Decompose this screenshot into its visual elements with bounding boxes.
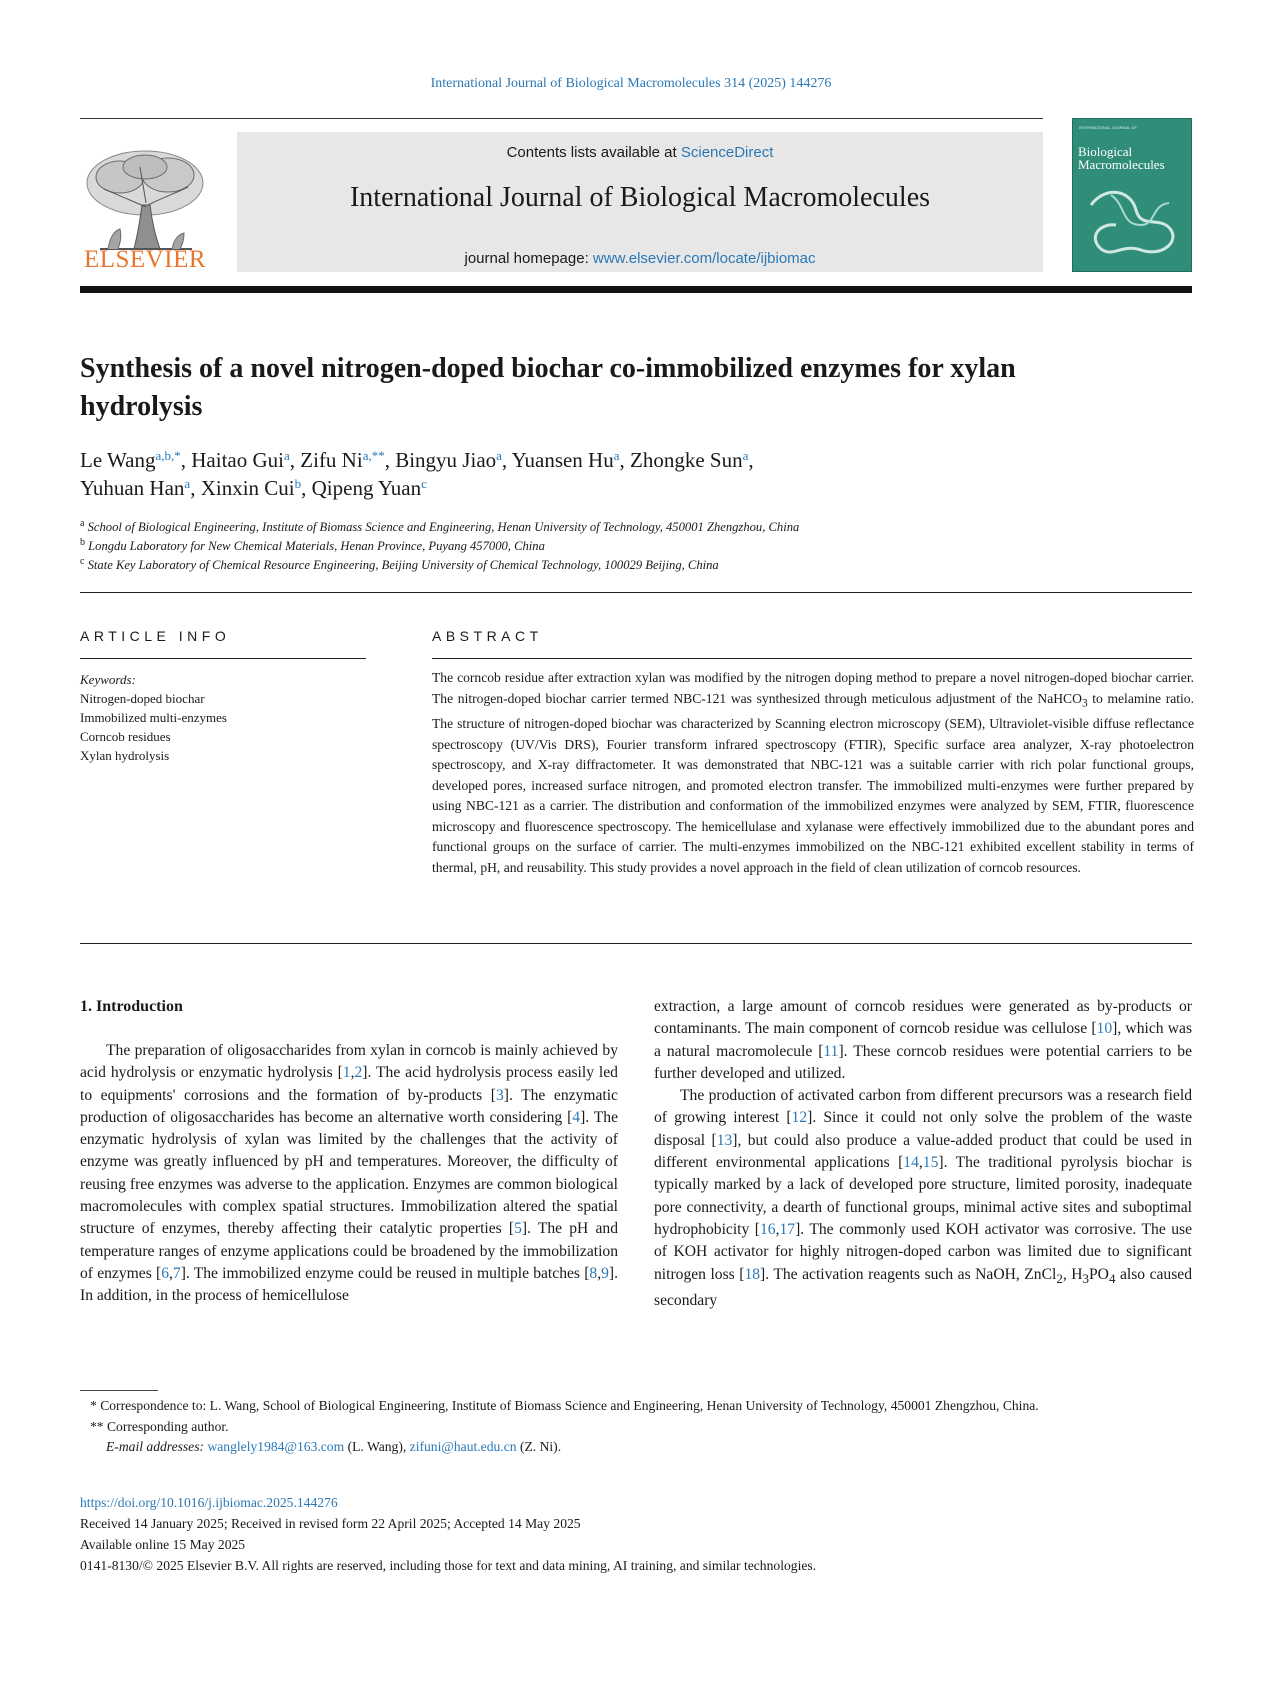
publication-info — [80, 1492, 1192, 1576]
journal-citation-link[interactable]: International Journal of Biological Macromolecules 314 (2025) 144276 — [430, 76, 832, 91]
author-name[interactable]: Bingyu Jiao — [395, 448, 497, 472]
author-affiliation-mark[interactable]: a — [284, 448, 290, 463]
citation-ref[interactable]: 18 — [744, 1265, 761, 1283]
affiliation-text: Longdu Laboratory for New Chemical Materials, Henan Province, Puyang 457000, China — [88, 539, 545, 553]
citation-ref[interactable]: 12 — [791, 1109, 808, 1127]
keywords-block — [80, 670, 370, 765]
body-text: , H — [1062, 1265, 1083, 1283]
affiliation-mark: b — [80, 537, 85, 548]
contents-available-line — [237, 144, 1043, 161]
affiliation-text: School of Biological Engineering, Institute of Biomass Science and Engineering, Henan University of Technology, 450001 Zhengzhou, China — [87, 520, 800, 534]
citation-ref[interactable]: 3 — [495, 1086, 504, 1104]
section-heading-introduction: 1. Introduction — [80, 998, 183, 1015]
author-list: Le Wang$^{a,b,*}$, Haitao Gui$^a$, Zifu $Ni^{a,**}$, Bingyu Jiao$^a$, Yuansen Hu$^a$, Zhongke Sun$^a$, Yuhuan Han$^a$, Xinxin Cui$^b$, Qipeng Yuan$^c$ — [80, 448, 754, 500]
affiliation-text: State Key Laboratory of Chemical Resource Engineering, Beijing University of Chemical Technology, 100029 Beijing, China — [87, 558, 719, 572]
author-name[interactable]: Yuansen Hu — [511, 448, 614, 472]
formula-subscript: 3 — [1081, 697, 1088, 710]
cover-molecule-icon — [1081, 175, 1185, 265]
correspondence-note: * Correspondence to: L. Wang, School of Biological Engineering, Institute of Biomass Science and Engineering, Henan University of Technology, 450001 Zhengzhou, China. — [90, 1398, 1039, 1413]
email-label: E-mail addresses: — [106, 1439, 208, 1454]
body-text: extraction, a large amount of corncob residues were generated as by-products or contaminants. The main component of corncob residue was cellulose [ — [654, 998, 1192, 1038]
citation-ref[interactable]: 8 — [589, 1264, 598, 1282]
author-affiliation-mark[interactable]: a,b,* — [155, 448, 181, 463]
abstract-rule — [432, 658, 1192, 659]
doi-link[interactable]: https://doi.org/10.1016/j.ijbiomac.2025.144276 — [80, 1495, 338, 1510]
citation-ref[interactable]: 1 — [342, 1064, 351, 1082]
citation-ref[interactable]: 11 — [823, 1042, 839, 1060]
article-info-rule — [80, 658, 366, 659]
citation-ref[interactable]: 6 — [161, 1264, 169, 1282]
author-name[interactable]: Zhongke Sun — [630, 448, 743, 472]
email-owner: (L. Wang), — [344, 1439, 410, 1454]
keyword-item: Xylan hydrolysis — [80, 748, 170, 763]
publisher-name: ELSEVIER — [83, 246, 207, 273]
cover-header: INTERNATIONAL JOURNAL OF — [1079, 125, 1137, 130]
article-title: Synthesis of a novel nitrogen-doped biochar co-immobilized enzymes for xylan hydrolysis — [80, 353, 1016, 422]
journal-banner — [237, 132, 1043, 272]
cover-title-line1: Biological — [1078, 144, 1133, 159]
formula-subscript: 4 — [1108, 1270, 1116, 1286]
article-info-heading: ARTICLE INFO — [80, 628, 231, 644]
author-affiliation-mark[interactable]: a,** — [362, 448, 385, 463]
body-text: ]. Since it could not only solve the problem of the waste disposal [ — [654, 1109, 1193, 1149]
citation-ref[interactable]: 13 — [716, 1131, 733, 1149]
body-column-right — [654, 996, 1192, 1312]
email-addresses — [80, 1437, 1192, 1458]
keyword-item: Nitrogen-doped biochar — [80, 691, 205, 706]
citation-ref[interactable]: 14 — [903, 1154, 919, 1172]
author-affiliation-mark[interactable]: a — [613, 448, 620, 463]
author-affiliation-mark[interactable]: b — [294, 476, 302, 491]
affiliation-list — [80, 518, 1180, 575]
body-paragraph: The preparation of oligosaccharides from xylan in corncob is mainly achieved by acid hydrolysis or enzymatic hydrolysis [1,2]. The acid hydrolysis process easily led to equipments' corrosions and the formation of by-products [3]. The enzymatic production of oligosaccharides has become an alternative worth considering [4]. The enzymatic hydrolysis of xylan was limited by the challenges that the activity of enzyme was greatly influenced by pH and temperatures. Moreover, the difficulty of reusing free enzymes was adverse to the application. Enzymes are common biological macromolecules with complex spatial structures. Immobilization altered the spatial structure of enzymes, thereby affecting their catalytic properties [5]. The pH and temperature ranges of enzyme applications could be broadened by the immobilization of enzymes [6,7]. The immobilized enzyme could be reused in multiple batches [8,9]. In addition, in the process of hemicellulose — [80, 1042, 618, 1305]
body-paragraph: The production of activated carbon from different precursors was a research field of growing interest [12]. Since it could not only solve the problem of the waste disposal [13], but could also produce a value-added product that could be used in different environmental applications [14,15]. The traditional pyrolysis biochar is typically marked by a lack of developed pore structure, limited porosity, inadequate pore connectivity, a dearth of functional groups, minimal active sites and suboptimal hydrophobicity [16,17]. The commonly used KOH activator was corrosive. The use of KOH activator for highly nitrogen-doped carbon was limited due to significant nitrogen loss [18]. The activation reagents such as NaOH, ZnCl$_2$, $H_3PO_4$ also caused secondary — [654, 1087, 1193, 1309]
journal-homepage-link[interactable]: www.elsevier.com/locate/ijbiomac — [592, 250, 816, 267]
formula-subscript: 2 — [1056, 1270, 1063, 1286]
citation-ref[interactable]: 7 — [172, 1264, 181, 1282]
body-text: ]. The enzymatic hydrolysis of xylan was limited by the challenges that the activity of enzyme was greatly influenced by pH and temperatures. Moreover, the difficulty of reusing free enzymes was adverse to the application. Enzymes are common biological macromolecules with complex spatial structures. Immobilization altered the spatial structure of enzymes, thereby affecting their catalytic properties [ — [80, 1108, 618, 1238]
author-affiliation-mark[interactable]: c — [421, 476, 427, 491]
body-paragraph — [654, 996, 1192, 1085]
body-text: ]. The acid hydrolysis process easily led to equipments' corrosions and the formation of by-products [ — [80, 1064, 618, 1104]
masthead-top-rule — [80, 118, 1043, 119]
cover-title — [1078, 145, 1165, 171]
author-name[interactable]: Haitao Gui — [191, 448, 284, 472]
email-link[interactable]: zifuni@haut.edu.cn — [409, 1439, 517, 1454]
author-affiliation-mark[interactable]: a — [742, 448, 749, 463]
homepage-prefix: journal homepage: — [464, 250, 593, 267]
footnote-rule — [80, 1390, 158, 1391]
abstract-text — [432, 668, 1194, 879]
author-affiliation-mark[interactable]: a — [184, 476, 191, 491]
keyword-item: Corncob residues — [80, 729, 171, 744]
body-text: ]. The traditional pyrolysis biochar is typically marked by a lack of developed pore structure, limited porosity, inadequate pore connectivity, a dearth of functional groups, minimal active sites and suboptimal hydrophobicity [ — [654, 1154, 1193, 1238]
masthead-bottom-rule — [80, 286, 1192, 293]
author-name[interactable]: Yuhuan Han — [80, 476, 185, 500]
corresponding-author-note: ** Corresponding author. — [90, 1418, 229, 1434]
body-text: The production of activated carbon from different precursors was a research field of growing interest [ — [654, 1087, 1192, 1127]
citation-ref[interactable]: 15 — [922, 1154, 939, 1172]
abstract-part: to melamine ratio. The structure of nitrogen-doped biochar was characterized by Scanning electron microscopy (SEM), Ultraviolet-visible diffuse reflectance spectroscopy (UV/Vis DRS), Fourier transform infrared spectroscopy (FTIR), Specific surface area analyzer, X-ray photoelectron spectroscopy, and X-ray diffractometer. It was demonstrated that NBC-121 was a suitable carrier with rich polar functional groups, developed pores, increased surface nitrogen, and promoted electron transfer. The immobilized multi-enzymes were further prepared by using NBC-121 as a carrier. The distribution and conformation of the immobilized enzymes were analyzed by SEM, FTIR, fluorescence microscopy and fluorescence spectroscopy. The hemicellulase and xylanase were effectively immobilized due to the abundant pores and functional groups on the surface of carrier. The multi-enzymes immobilized on the NBC-121 exhibited excellent stability in terms of thermal, pH, and reusability. This study provides a novel approach in the field of clean utilization of corncob resources. — [432, 690, 1194, 876]
body-text: PO — [1089, 1265, 1109, 1283]
body-text: ]. The pH and temperature ranges of enzyme applications could be broadened by the immobilization of enzymes [ — [80, 1220, 618, 1282]
journal-masthead — [80, 118, 1192, 296]
author-affiliation-mark[interactable]: a — [496, 448, 502, 463]
body-text: ], which was a natural macromolecule [ — [654, 1020, 1193, 1060]
footnotes — [80, 1396, 1192, 1458]
journal-cover-thumbnail[interactable] — [1072, 118, 1192, 272]
body-text: ]. The enzymatic production of oligosaccharides has become an alternative worth considering [ — [80, 1086, 618, 1126]
affiliation-mark: c — [80, 556, 85, 567]
body-text: ]. In addition, in the process of hemicellulose — [80, 1264, 618, 1305]
abstract-divider — [80, 943, 1192, 944]
citation-ref[interactable]: 16 — [759, 1220, 776, 1238]
received-dates: Received 14 January 2025; Received in revised form 22 April 2025; Accepted 14 May 2025 — [80, 1516, 581, 1531]
author-name[interactable]: Qipeng Yuan — [311, 476, 422, 500]
cover-title-line2: Macromolecules — [1078, 157, 1165, 172]
affiliation-item — [80, 537, 1180, 556]
author-name[interactable]: Xinxin Cui — [200, 476, 295, 500]
affiliation-item — [80, 518, 1180, 537]
affiliation-item — [80, 556, 1180, 575]
email-link[interactable]: wanglely1984@163.com — [207, 1439, 345, 1454]
journal-title: International Journal of Biological Macromolecules — [349, 182, 931, 213]
formula-subscript: 3 — [1082, 1270, 1089, 1286]
author-name[interactable]: Zifu Ni — [300, 448, 363, 472]
author-name[interactable]: Le Wang — [80, 448, 156, 472]
body-text: also caused secondary — [654, 1265, 1192, 1309]
citation-ref[interactable]: 5 — [514, 1220, 522, 1238]
email-owner: (Z. Ni). — [516, 1439, 562, 1454]
abstract-part: The corncob residue after extraction xylan was modified by the nitrogen doping method to prepare a novel nitrogen-doped biochar carrier. The nitrogen-doped biochar carrier termed NBC-121 was synthesized through meticulous adjustment of the — [432, 670, 1194, 706]
body-text: ]. These corncob residues were potential carriers to be further developed and utilized. — [654, 1042, 1192, 1082]
body-text: ]. The activation reagents such as NaOH, ZnCl — [760, 1265, 1057, 1283]
formula: NaHCO — [1037, 690, 1082, 706]
citation-ref[interactable]: 10 — [1096, 1020, 1113, 1038]
citation-ref[interactable]: 4 — [572, 1108, 581, 1126]
copyright-notice: 0141-8130/© 2025 Elsevier B.V. All rights are reserved, including those for text and data mining, AI training, and similar technologies. — [80, 1558, 817, 1573]
body-text: ]. The commonly used KOH activator was corrosive. The use of KOH activator for highly nitrogen-doped carbon was limited due to significant nitrogen loss [ — [654, 1220, 1193, 1283]
body-text: The preparation of oligosaccharides from xylan in corncob is mainly achieved by acid hydrolysis or enzymatic hydrolysis [ — [80, 1042, 618, 1082]
citation-ref[interactable]: 9 — [601, 1264, 609, 1282]
keywords-label: Keywords: — [80, 672, 136, 687]
body-column-left — [80, 1040, 618, 1308]
affiliation-mark: a — [80, 518, 85, 529]
available-online-date: Available online 15 May 2025 — [80, 1537, 246, 1552]
body-text: ], but could also produce a value-added product that could be used in different environmental applications [ — [654, 1131, 1192, 1172]
citation-ref[interactable]: 17 — [779, 1220, 796, 1238]
citation-ref[interactable]: 2 — [354, 1064, 363, 1082]
keyword-item: Immobilized multi-enzymes — [80, 710, 227, 725]
contents-prefix: Contents lists available at — [506, 144, 681, 161]
journal-homepage-line — [237, 250, 1043, 267]
abstract-heading: ABSTRACT — [432, 628, 543, 644]
sciencedirect-link[interactable]: ScienceDirect — [680, 144, 774, 161]
header-divider — [80, 592, 1192, 593]
body-text: ]. The immobilized enzyme could be reused in multiple batches [ — [180, 1264, 590, 1282]
